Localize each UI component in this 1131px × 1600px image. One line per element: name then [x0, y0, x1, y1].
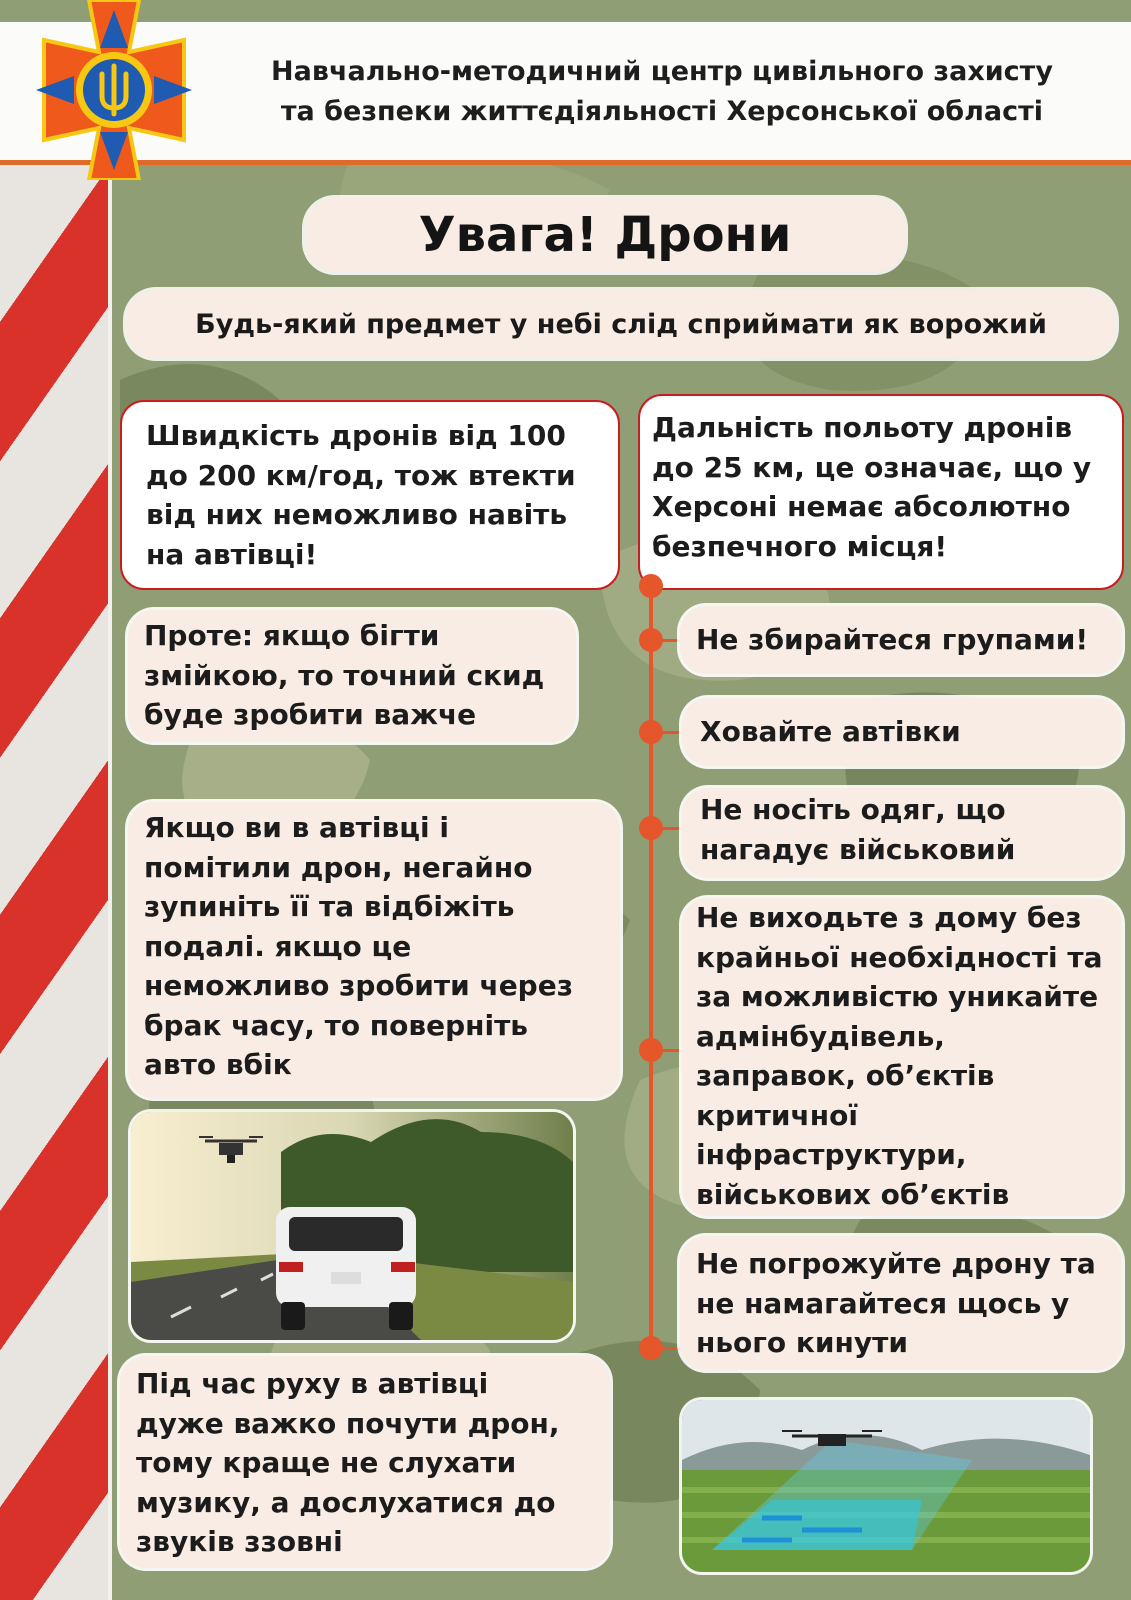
tip-text: Ховайте автівки	[700, 715, 961, 748]
page-title: Увага! Дрони	[418, 207, 792, 263]
listen-text: Під час руху в автівці дуже важко почути дрон, тому краще не слухати музику, а дослухатися до звуків ззовні	[136, 1367, 560, 1558]
in-car-text: Якщо ви в автівці і помітили дрон, негайно зупиніть її та відбіжіть подалі. якщо це неможливо зробити через брак часу, то поверніть авто вбік	[144, 811, 573, 1081]
org-line-1: Навчально-методичний центр цивільного захисту	[271, 56, 1053, 87]
dsns-emblem-icon	[14, 0, 214, 180]
org-line-2: та безпеки життєдіяльності Херсонської області	[280, 96, 1044, 127]
title-pill	[305, 198, 905, 272]
subtitle-pill	[126, 290, 1116, 358]
tip-text: Не носіть одяг, що нагадує військовий	[700, 793, 1016, 866]
timeline-tick	[658, 1049, 682, 1052]
car-drone-photo	[131, 1112, 573, 1340]
speed-text: Швидкість дронів від 100 до 200 км/год, тож втекти від них неможливо навіть на автівці!	[146, 419, 576, 571]
timeline-tick	[658, 731, 682, 734]
timeline-dot	[639, 574, 663, 598]
tip-text: Не виходьте з дому без крайньої необхідності та за можливістю уникайте адмінбудівель, заправок, об’єктів критичної інфраструктури, військових об’єктів	[696, 901, 1103, 1211]
tip-text: Не збирайтеся групами!	[696, 623, 1089, 656]
stripes-border	[108, 165, 112, 1600]
page-subtitle: Будь-який предмет у небі слід сприймати як ворожий	[195, 308, 1047, 340]
zigzag-text: Проте: якщо бігти змійкою, то точний скид буде зробити важче	[144, 619, 545, 731]
timeline-line	[649, 582, 653, 1352]
range-text: Дальність польоту дронів до 25 км, це означає, що у Херсоні немає абсолютно безпечного місця!	[652, 411, 1092, 563]
organization-name	[222, 52, 1102, 132]
timeline-tick	[658, 1347, 682, 1350]
tip-text: Не погрожуйте дрону та не намагайтеся щось у нього кинути	[696, 1247, 1096, 1359]
timeline-tick	[658, 639, 682, 642]
drone-field-photo	[682, 1400, 1090, 1572]
hazard-stripes	[0, 165, 108, 1600]
timeline-tick	[658, 827, 682, 830]
